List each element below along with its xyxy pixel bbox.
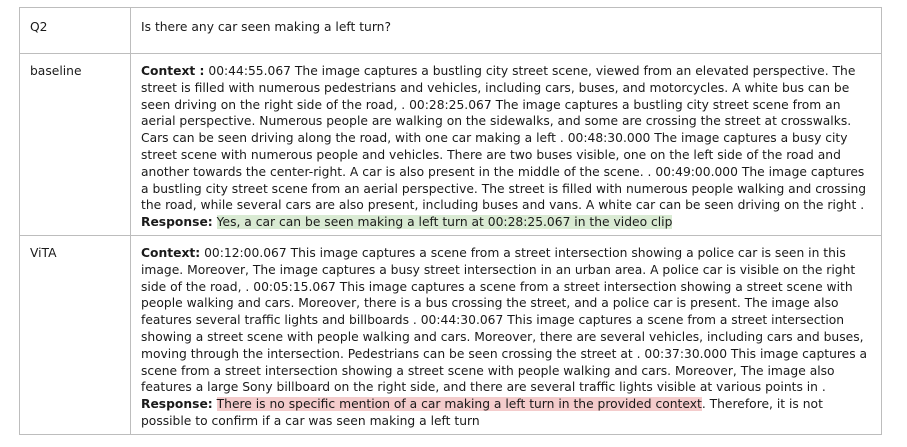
vita-response-rest: . Therefore, it is not possible to confirm if a car was seen making a left turn bbox=[141, 397, 823, 428]
baseline-context-label: Context : bbox=[141, 64, 205, 78]
table-row-vita bbox=[20, 235, 882, 434]
vita-context-text: 00:12:00.067 This image captures a scene from a street intersection showing a police car is seen in this image. Moreover, The image captures a busy street intersection in an urban area. A police car is visible on the right side of the road, . 00:05:15.067 This image captures a scene from a street intersection showing a street scene with people walking and cars. Moreover, there is a bus crossing the street, and a police car is present. The image also features several traffic lights and billboards . 00:44:30.067 This image captures a scene from a street intersection showing a street scene with people walking and cars. Moreover, there are several vehicles, including cars and buses, moving through the intersection. Pedestrians can be seen crossing the street at . 00:37:30.000 This image captures a scene from a street intersection showing a street scene with people walking and cars. Moreover, The image also features a large Sony billboard on the right side, and there are several traffic lights visible at various points in . bbox=[141, 245, 868, 395]
vita-answer-cell bbox=[131, 235, 882, 434]
baseline-response-highlight: Yes, a car can be seen making a left turn at 00:28:25.067 in the video clip bbox=[216, 215, 673, 230]
qa-comparison-table bbox=[19, 7, 882, 435]
baseline-response-label: Response: bbox=[141, 215, 213, 230]
row-label-vita: ViTA bbox=[20, 235, 131, 434]
row-label-baseline: baseline bbox=[20, 54, 131, 236]
baseline-context-text: 00:44:55.067 The image captures a bustling city street scene, viewed from an elevated perspective. The street is filled with numerous pedestrians and vehicles, including cars, buses, and motorcycles. A white bus can be seen driving on the right side of the road, . 00:28:25.067 The image captures a bustling city street scene from an aerial perspective. Numerous people are walking on the sidewalks, and some are crossing the street at crosswalks. Cars can be seen driving along the road, with one car making a left . 00:48:30.000 The image captures a busy city street scene with numerous people and vehicles. There are two buses visible, one on the left side of the road and another towards the center-right. A car is also present in the middle of the scene. . 00:49:00.000 The image captures a bustling city street scene from an aerial perspective. The street is filled with numerous people walking and crossing the road, while several cars are also present, including buses and vans. A white car can be seen driving on the right . bbox=[141, 64, 867, 213]
vita-response-label: Response: bbox=[141, 397, 213, 412]
vita-response-highlight: There is no specific mention of a car making a left turn in the provided context bbox=[216, 397, 702, 412]
question-text: Is there any car seen making a left turn? bbox=[131, 8, 882, 54]
table-row-question bbox=[20, 8, 882, 54]
row-label-q2: Q2 bbox=[20, 8, 131, 54]
baseline-answer-cell bbox=[131, 54, 882, 236]
table-row-baseline bbox=[20, 54, 882, 236]
vita-context-label: Context: bbox=[141, 245, 201, 260]
